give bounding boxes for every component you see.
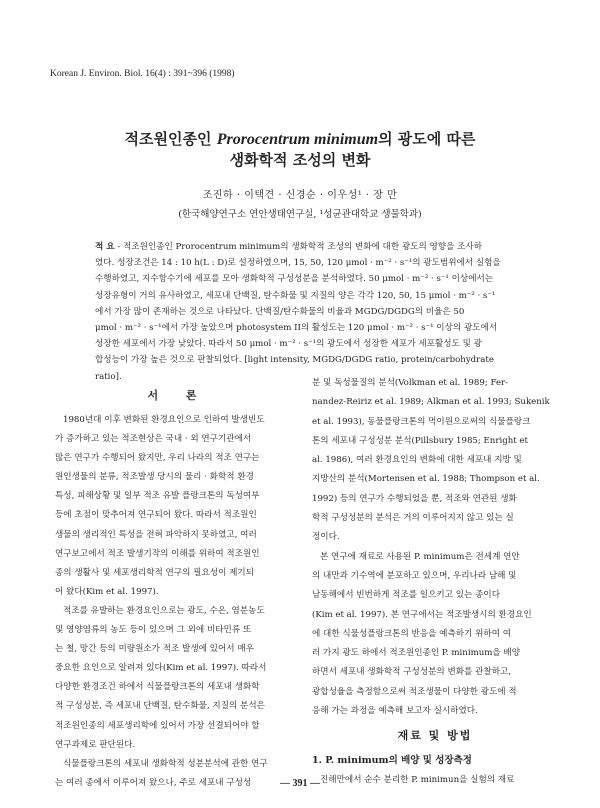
title-species: Prorocentrum minimum [216, 131, 379, 148]
body-line: (Kim et al. 1997). 본 연구에서는 적조발생시의 환경요인 [312, 609, 532, 620]
subsection-heading: 1. P. minimum의 배양 및 성장측정 [312, 755, 472, 767]
authors: 조진하 · 이택견 · 신경순 · 이우성¹ · 장 만 [202, 190, 398, 201]
abstract-line: 합성능이 가장 높은 것으로 판찰되었다. [light intensity, MGDG/DGDG ratio, protein/carbohydrate [95, 355, 494, 366]
abstract-line: 적 요 - 적조원인종인 Prorocentrum minimum의 생화학적 조성의 변화에 대한 광도의 영향을 조사하 [95, 242, 483, 252]
body-line: al. 1986), 여러 환경요인의 변화에 대한 세포내 지방 및 [312, 455, 522, 466]
body-line: 1992) 등의 연구가 수행되었을 뿐, 적조와 연관된 생화 [312, 493, 517, 504]
paper-title-line-2: 생화학적 조성의 변화 [229, 151, 371, 169]
body-line: 연구과제로 판단된다. [55, 739, 136, 750]
body-line: 는 철, 망간 등의 미량원소가 적조 발생에 있어서 매우 [55, 644, 254, 655]
abstract [95, 239, 510, 385]
body-line: 러 가지 광도 하에서 적조원인종인 P. minimum을 배양 [312, 648, 521, 659]
abstract-line: 에서 가장 많이 존재하는 것으로 나타났다. 단백질/탄수화물의 비율과 MGDG/DGDG의 비율은 50 [95, 306, 465, 317]
body-line: 톤의 세포내 구성성분 분석(Pillsbury 1985; Enright et [312, 435, 528, 446]
body-line: 는 여러 종에서 이루어져 왔으나, 주로 세포내 구성성 [55, 777, 252, 788]
journal-citation: Korean J. Environ. Biol. 16(4) : 391~396 (1998) [50, 69, 235, 79]
body-line: 적 구성성분, 즉 세포내 단백질, 탄수화물, 지질의 분석은 [55, 701, 265, 712]
body-line: 중요한 요인으로 알려져 있다(Kim et al. 1997). 따라서 [55, 663, 267, 674]
title-suffix: 의 광도에 따른 [378, 130, 476, 148]
title-prefix: 적조원인종인 [124, 130, 217, 148]
body-line: 남동해에서 빈번하게 적조를 일으키고 있는 종이다 [312, 590, 500, 601]
abstract-line: 였다. 성장조건은 14 : 10 h(L : D)로 설정하였으며, 15, 50, 120 μmol · m⁻² · s⁻¹의 광도범위에서 실험을 [95, 258, 501, 269]
body-line: 어 왔다(Kim et al. 1997). [55, 586, 159, 597]
abstract-line: μmol · m⁻² · s⁻¹에서 가장 높았으며 photosystem II의 활성도는 120 μmol · m⁻² · s⁻¹ 이상의 광도에서 [95, 322, 498, 333]
body-line: 하면서 세포내 생화학적 구성성분의 변화를 관찰하고, [312, 667, 512, 678]
body-line: 학적 구성성분의 분석은 거의 이루어지지 않고 있는 실 [312, 513, 514, 524]
body-line: 응해 가는 과정을 예측해 보고자 실시하였다. [312, 706, 478, 717]
body-line: 진해만에서 순수 분리한 P. minimun을 실험의 재료 [320, 774, 515, 785]
body-line: 종의 생활사 및 세포생리학적 연구의 필요성이 제기되 [55, 567, 255, 578]
body-line: 식물플랑크톤의 세포내 생화학적 성분분석에 관한 연구 [63, 758, 268, 769]
body-line: 분 및 독성물질의 분석(Volkman et al. 1989; Fer- [312, 378, 509, 388]
body-line: 광합성율을 측정함으로써 적조생물이 다양한 광도에 적 [312, 686, 517, 697]
body-line: 등에 초점이 맞추어져 연구되어 왔다. 따라서 적조원인 [55, 510, 257, 521]
body-line: 많은 연구가 수행되어 왔지만, 우리 나라의 적조 연구는 [55, 453, 260, 464]
intro-right-column [312, 374, 558, 790]
affiliation: (한국해양연구소 연안생태연구실, ¹성균관대학교 생물학과) [178, 209, 422, 220]
intro-left-column [55, 383, 301, 793]
page-number: — 391 — [280, 778, 320, 789]
body-line: nandez-Reiriz et al. 1989; Alkman et al. 1993; Sukenik [312, 397, 550, 408]
body-line: 의 내만과 기수역에 분포하고 있으며, 우리나라 남해 및 [312, 570, 517, 581]
body-line: 특성, 피해상황 및 일부 적조 유발 플랑크톤의 독성여부 [55, 491, 260, 502]
body-line: 연구보고에서 적조 발생기작의 이해를 위하여 적조원인 [55, 548, 260, 559]
body-line: 지방산의 분석(Mortensen et al. 1988; Thompson et al. [312, 474, 540, 485]
body-line: 및 영양염류의 농도 등이 있으며 그 외에 비타민류 또 [55, 625, 252, 636]
body-line: 정이다. [312, 532, 340, 543]
abstract-line: 성장한 세포에서 가장 낮았다. 따라서 50 μmol · m⁻² · s⁻¹의 광도에서 성장한 세포가 세포활성도 및 광 [95, 339, 482, 350]
body-line: 본 연구에 재료로 사용된 P. minimum은 전세계 연안 [320, 551, 520, 562]
abstract-line: 성장유형이 거의 유사하였고, 세포내 단백질, 탄수화물 및 지질의 양은 각각 120, 50, 15 μmol · m⁻² · s⁻¹ [95, 290, 496, 301]
body-line: 적조를 유발하는 환경요인으로는 광도, 수온, 염분농도 [63, 605, 265, 616]
paper-title-line-1 [40, 128, 560, 149]
section-heading-methods: 재료 및 방법 [397, 729, 473, 743]
body-line: 1980년대 이후 변화된 환경요인으로 인하여 발생빈도 [63, 415, 265, 425]
abstract-line: ratio]. [95, 371, 122, 382]
body-line: 에 대한 식물성플랑크톤의 반응을 예측하기 위하여 여 [312, 628, 512, 639]
body-line: 가 증가하고 있는 적조현상은 국내 · 외 연구기관에서 [55, 434, 252, 445]
body-line: 다양한 환경조건 하에서 식물플랑크톤의 세포내 생화학 [55, 682, 260, 693]
body-line: 원인생물의 분류, 적조발생 당시의 물리 · 화학적 환경 [55, 472, 254, 483]
body-line: et al. 1993), 동물플랑크톤의 먹이원으로써의 식물플랑크 [312, 416, 531, 427]
section-heading-introduction: 서 론 [147, 389, 209, 402]
body-line: 적조원인종의 세포생리학에 있어서 가장 선결되어야 할 [55, 720, 260, 731]
abstract-label: 적 요 [95, 242, 115, 252]
body-line: 생물의 생리적인 특성을 전혀 파악하지 못하였고, 여러 [55, 529, 257, 540]
abstract-line: 수행하였고, 지수함수기에 세포를 모아 생화학적 구성성분을 분석하였다. 50 μmol · m⁻² · s⁻¹ 이상에서는 [95, 274, 494, 285]
